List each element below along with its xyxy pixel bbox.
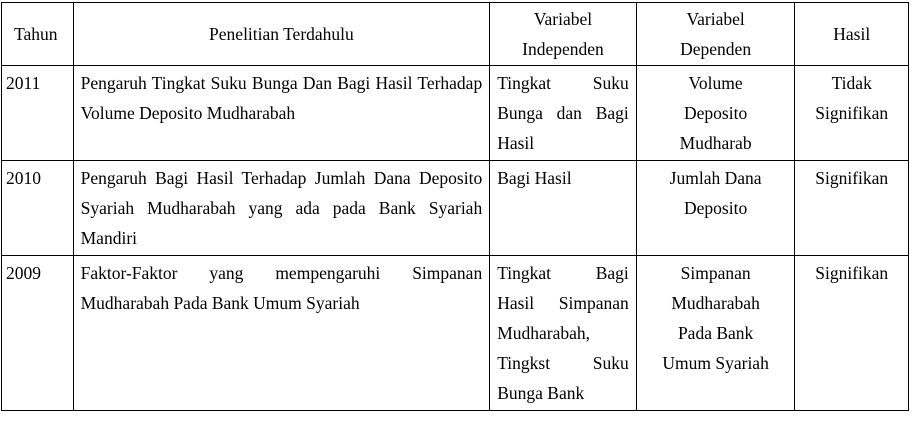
cell-hasil-line: Signifikan [815,168,889,188]
cell-independen: Tingkat Bagi Hasil Simpanan Mudharabah, Tingkst Suku Bunga Bank [490,256,637,411]
header-independen-line1: Variabel [533,9,593,29]
header-dependen-line1: Variabel [686,9,745,29]
cell-penelitian: Pengaruh Tingkat Suku Bunga Dan Bagi Hasil Terhadap Volume Deposito Mudharabah [73,66,490,161]
cell-dependen [636,256,795,411]
table-row [2,256,909,411]
cell-dependen-line: Deposito [684,198,748,218]
header-hasil: Hasil [795,3,909,66]
cell-dependen-line: Simpanan [680,263,751,283]
cell-hasil [795,161,909,256]
cell-penelitian: Faktor-Faktor yang mempengaruhi Simpanan Mudharabah Pada Bank Umum Syariah [73,256,490,411]
cell-tahun: 2011 [2,66,74,161]
cell-dependen-line: Deposito [684,103,748,123]
header-tahun: Tahun [2,3,74,66]
header-independen-line2: Independen [522,39,604,59]
cell-hasil [795,66,909,161]
header-penelitian: Penelitian Terdahulu [73,3,490,66]
table-row [2,161,909,256]
cell-dependen-line: Jumlah Dana [669,168,762,188]
cell-tahun: 2010 [2,161,74,256]
cell-hasil-line: Signifikan [815,103,889,123]
cell-dependen [636,161,795,256]
cell-hasil-line: Signifikan [815,263,889,283]
cell-tahun: 2009 [2,256,74,411]
cell-independen: Bagi Hasil [490,161,637,256]
research-table [1,2,909,411]
cell-independen: Tingkat Suku Bunga dan Bagi Hasil [490,66,637,161]
cell-dependen-line: Mudharabah [671,293,760,313]
header-variabel-dependen [636,3,795,66]
header-variabel-independen [490,3,637,66]
cell-dependen [636,66,795,161]
cell-dependen-line: Volume [688,73,743,93]
table-header-row [2,3,909,66]
cell-penelitian: Pengaruh Bagi Hasil Terhadap Jumlah Dana Deposito Syariah Mudharabah yang ada pada Bank Syariah Mandiri [73,161,490,256]
cell-dependen-line: Pada Bank [677,323,754,343]
cell-hasil [795,256,909,411]
cell-dependen-line: Umum Syariah [662,353,769,373]
cell-hasil-line: Tidak [831,73,872,93]
header-dependen-line2: Dependen [680,39,752,59]
table-row [2,66,909,161]
cell-dependen-line: Mudharab [679,133,752,153]
